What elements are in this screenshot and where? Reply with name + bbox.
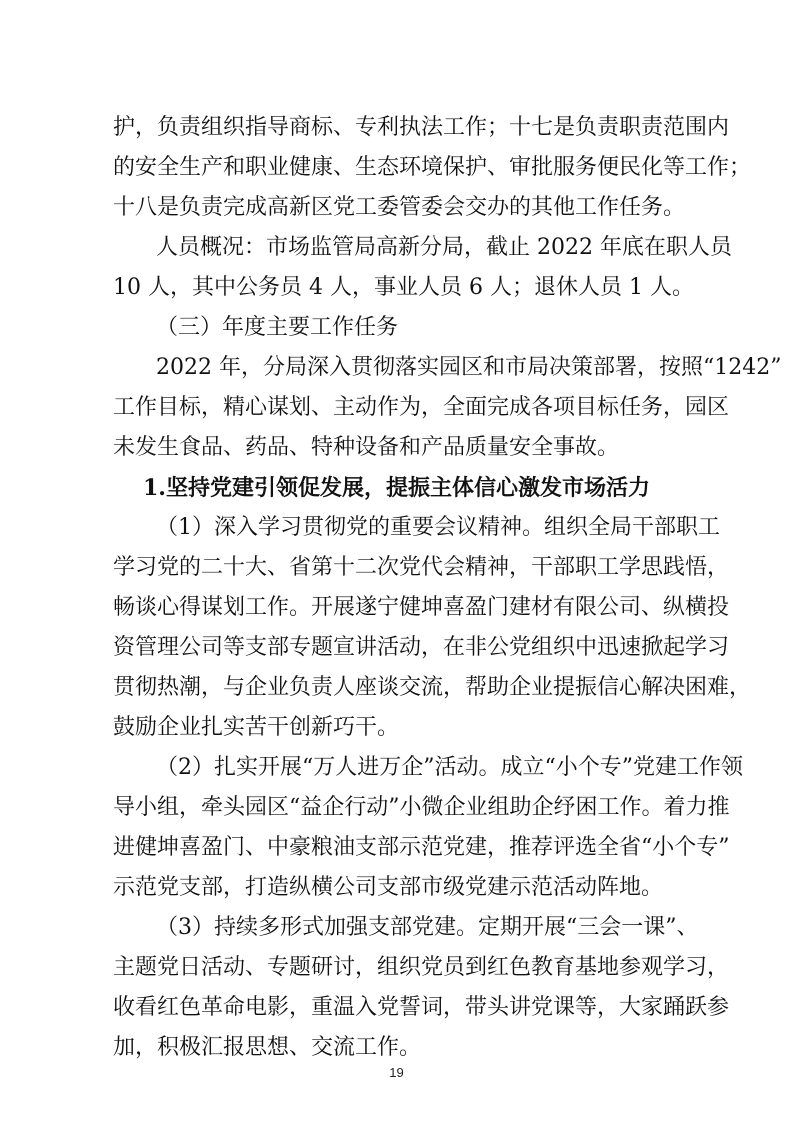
paragraph-line: 2022 年，分局深入贯彻落实园区和市局决策部署，按照“1242” bbox=[156, 355, 782, 380]
paragraph-line: 收看红色革命电影，重温入党誓词，带头讲党课等，大家踊跃参 bbox=[113, 995, 730, 1020]
paragraph-line: 资管理公司等支部专题宣讲活动，在非公党组织中迅速掀起学习 bbox=[113, 635, 730, 660]
paragraph-line: 学习党的二十大、省第十二次党代会精神，干部职工学思践悟， bbox=[113, 555, 730, 580]
paragraph-line: 畅谈心得谋划工作。开展遂宁健坤喜盈门建材有限公司、纵横投 bbox=[113, 595, 730, 620]
paragraph-line: （1）深入学习贯彻党的重要会议精神。组织全局干部职工 bbox=[156, 515, 720, 540]
paragraph-line: （3）持续多形式加强支部党建。定期开展“三会一课”、 bbox=[156, 915, 699, 940]
paragraph-line: 加，积极汇报思想、交流工作。 bbox=[113, 1035, 422, 1060]
paragraph-line: 进健坤喜盈门、中豪粮油支部示范党建，推荐评选全省“小个专” bbox=[113, 835, 730, 860]
paragraph-line: 的安全生产和职业健康、生态环境保护、审批服务便民化等工作； bbox=[113, 155, 752, 180]
paragraph-line: 鼓励企业扎实苦干创新巧干。 bbox=[113, 715, 400, 740]
page-number: 19 bbox=[389, 1065, 404, 1080]
paragraph-line: 10 人，其中公务员 4 人，事业人员 6 人；退休人员 1 人。 bbox=[113, 275, 694, 300]
subsection-heading: 1.坚持党建引领促发展，提振主体信心激发市场活力 bbox=[143, 475, 650, 501]
paragraph-line: 示范党支部，打造纵横公司支部市级党建示范活动阵地。 bbox=[113, 875, 664, 900]
paragraph-line: 贯彻热潮，与企业负责人座谈交流，帮助企业提振信心解决困难， bbox=[113, 675, 752, 700]
paragraph-line: （2）扎实开展“万人进万企”活动。成立“小个专”党建工作领 bbox=[156, 755, 743, 780]
paragraph-line: 护，负责组织指导商标、专利执法工作；十七是负责职责范围内 bbox=[113, 115, 730, 140]
paragraph-line: 未发生食品、药品、特种设备和产品质量安全事故。 bbox=[113, 435, 620, 460]
paragraph-line: 导小组，牵头园区“益企行动”小微企业组助企纾困工作。着力推 bbox=[113, 795, 730, 820]
paragraph-line: 十八是负责完成高新区党工委管委会交办的其他工作任务。 bbox=[113, 195, 686, 220]
paragraph-line: 人员概况：市场监管局高新分局，截止 2022 年底在职人员 bbox=[156, 235, 732, 260]
paragraph-line: 主题党日活动、专题研讨，组织党员到红色教育基地参观学习， bbox=[113, 955, 730, 980]
section-heading: （三）年度主要工作任务 bbox=[156, 315, 399, 340]
paragraph-line: 工作目标，精心谋划、主动作为，全面完成各项目标任务，园区 bbox=[113, 395, 730, 420]
